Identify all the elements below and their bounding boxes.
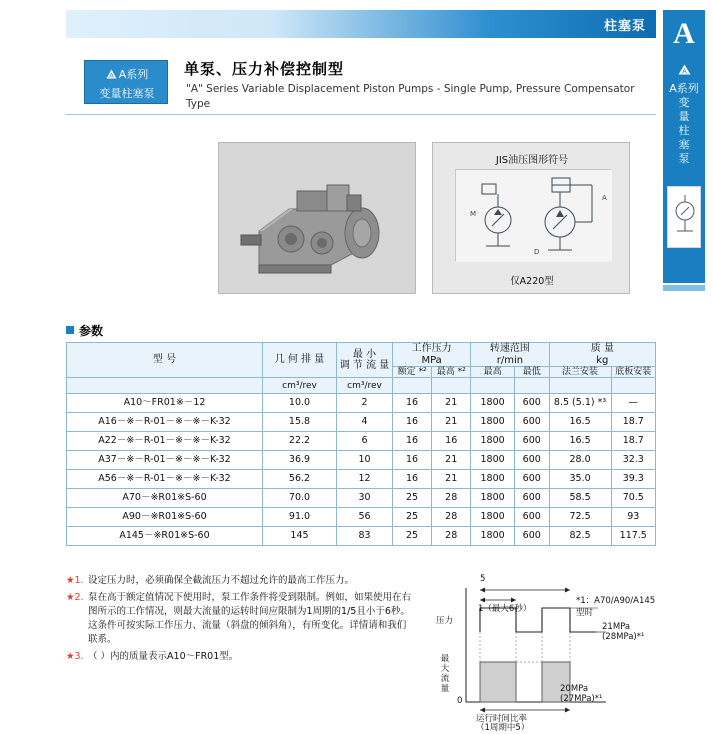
cell-model: A70－※R01※S-60: [67, 489, 263, 508]
cell-flange-mass: 16.5: [549, 413, 611, 432]
graph-bottom-label-1: 运行时间比率: [476, 714, 528, 724]
th-model: 型 号: [67, 343, 263, 378]
table-row: [67, 527, 656, 546]
th-unit-blank-6: [611, 378, 655, 394]
cell-max-pressure: 28: [432, 527, 471, 546]
cell-rated-pressure: 16: [393, 432, 432, 451]
cell-displacement: 70.0: [263, 489, 337, 508]
cell-flange-mass: 82.5: [549, 527, 611, 546]
cell-model: A22－※－R-01－※－※－K-32: [67, 432, 263, 451]
cell-min-speed: 600: [514, 413, 549, 432]
cell-max-pressure: 28: [432, 508, 471, 527]
graph-y-flow-label: [438, 654, 452, 694]
cell-max-pressure: 21: [432, 470, 471, 489]
jis-symbol-caption: JIS油压图形符号: [495, 155, 569, 166]
graph-y-flow-label-3: 量: [440, 684, 450, 694]
th-pressure-label: 工作压力: [411, 343, 452, 354]
cell-flange-mass: 8.5 (5.1) *³: [549, 394, 611, 413]
graph-right-label-2-line1: 20MPa: [560, 684, 589, 694]
table-row: [67, 394, 656, 413]
square-bullet-icon: [66, 326, 74, 334]
series-badge-text-1: A系列: [118, 68, 149, 81]
cell-flange-mass: 28.0: [549, 451, 611, 470]
footnote-2: [66, 591, 411, 647]
graph-right-label-2-line2: (27MPa)*¹: [560, 694, 603, 704]
th-max-speed: 最高: [471, 367, 515, 378]
table-row: [67, 489, 656, 508]
side-tab-line-3: 柱: [678, 124, 690, 137]
page-title: 单泵、压力补偿控制型: [184, 60, 345, 78]
warning-triangle-icon: [663, 64, 705, 78]
cell-model: A145－※R01※S-60: [67, 527, 263, 546]
table-row: [67, 413, 656, 432]
side-tab-footer-strip: [663, 285, 705, 291]
cell-model: A37－※－R-01－※－※－K-32: [67, 451, 263, 470]
section-letter-badge: A: [663, 10, 705, 58]
jis-symbol-figure: [432, 142, 630, 294]
th-pressure: [393, 343, 471, 367]
warning-triangle-icon-badge: [106, 69, 117, 79]
table-row: [67, 470, 656, 489]
graph-cycle-label: 5: [480, 574, 486, 584]
svg-text:A: A: [602, 194, 607, 202]
cell-max-speed: 1800: [471, 451, 515, 470]
cell-max-speed: 1800: [471, 413, 515, 432]
footnote-1: [66, 574, 411, 588]
th-unit-blank-5: [549, 378, 611, 394]
cell-max-pressure: 21: [432, 413, 471, 432]
footnotes: [66, 574, 411, 667]
side-tab-line-1: 变: [678, 96, 690, 109]
series-badge: [84, 60, 168, 104]
jis-symbol-note: 仅A220型: [510, 276, 554, 287]
series-badge-line-1: [85, 66, 169, 82]
graph-zero-label: 0: [457, 696, 463, 706]
th-speed-unit: r/min: [496, 354, 524, 366]
cell-rated-pressure: 25: [393, 527, 432, 546]
th-speed-label: 转速范围: [489, 343, 530, 354]
cell-foot-mass: 39.3: [611, 470, 655, 489]
graph-cycle-sublabel: 1（最大6秒）: [478, 604, 532, 614]
side-tab: [663, 58, 705, 283]
footnote-2-marker: ★2.: [66, 592, 84, 603]
graph-y-pressure-label: 压力: [436, 616, 454, 626]
cell-model: A16－※－R-01－※－※－K-32: [67, 413, 263, 432]
cell-displacement: 56.2: [263, 470, 337, 489]
cell-max-pressure: 28: [432, 489, 471, 508]
footnote-3-marker: ★3.: [66, 651, 84, 662]
cell-rated-pressure: 16: [393, 394, 432, 413]
side-tab-line-5: 泵: [678, 152, 690, 165]
graph-y-flow-label-2: 流: [440, 674, 450, 684]
th-max-pressure: 最高 *²: [432, 367, 471, 378]
th-displacement-unit: cm³/rev: [263, 378, 337, 394]
cell-model: A10～FR01※－12: [67, 394, 263, 413]
page-subtitle: "A" Series Variable Displacement Piston Pumps - Single Pump, Pressure Compensator Type: [186, 83, 635, 110]
th-min-flow-line1: 最 小: [352, 348, 377, 360]
table-head: [67, 343, 656, 394]
graph-right-label-1-line2: (28MPa)*¹: [602, 632, 645, 642]
cell-max-pressure: 21: [432, 451, 471, 470]
svg-text:A: A: [109, 71, 114, 79]
graph-y-flow-label-0: 最: [440, 654, 450, 664]
cell-max-speed: 1800: [471, 394, 515, 413]
table-body: [67, 394, 656, 546]
cell-max-pressure: 16: [432, 432, 471, 451]
th-min-flow: [337, 343, 393, 378]
th-unit-blank-2: [432, 378, 471, 394]
cell-min-flow: 6: [337, 432, 393, 451]
cell-foot-mass: 70.5: [611, 489, 655, 508]
svg-text:M: M: [470, 210, 477, 218]
cell-rated-pressure: 25: [393, 489, 432, 508]
cell-max-speed: 1800: [471, 489, 515, 508]
footnote-1-marker: ★1.: [66, 575, 84, 586]
pump-photo: [218, 142, 416, 294]
th-unit-blank-4: [514, 378, 549, 394]
cell-min-flow: 12: [337, 470, 393, 489]
th-unit-blank-3: [471, 378, 515, 394]
th-flange-mount: 法兰安装: [549, 367, 611, 378]
footnote-1-text: 设定压力时，必须确保全截流压力不超过允许的最高工作压力。: [88, 575, 355, 586]
side-tab-symbol-thumbnail: [667, 186, 701, 248]
side-tab-line-0: A系列: [669, 82, 699, 95]
duty-cycle-graph: [420, 574, 656, 733]
th-rated-pressure: 额定 *²: [393, 367, 432, 378]
graph-right-label-2: [560, 684, 602, 704]
header-divider: [66, 114, 656, 115]
table-header-row-units: [67, 378, 656, 394]
cell-flange-mass: 72.5: [549, 508, 611, 527]
cell-min-speed: 600: [514, 451, 549, 470]
svg-text:A: A: [681, 67, 687, 75]
graph-bottom-label-2: （1周期中5）: [476, 723, 530, 733]
cell-foot-mass: 18.7: [611, 413, 655, 432]
table-header-row-1: [67, 343, 656, 367]
th-unit-blank-1: [393, 378, 432, 394]
svg-text:D: D: [534, 248, 540, 256]
cell-max-pressure: 21: [432, 394, 471, 413]
cell-max-speed: 1800: [471, 508, 515, 527]
cell-max-speed: 1800: [471, 432, 515, 451]
footnote-3-text: （ ）内的质量表示A10～FR01型。: [88, 651, 239, 662]
graph-y-flow-label-1: 大: [440, 664, 450, 674]
cell-flange-mass: 35.0: [549, 470, 611, 489]
graph-right-label-1-line1: 21MPa: [602, 622, 631, 632]
th-speed: [471, 343, 549, 367]
cell-max-speed: 1800: [471, 470, 515, 489]
cell-rated-pressure: 16: [393, 451, 432, 470]
cell-foot-mass: —: [611, 394, 655, 413]
footnote-2-text: 泵在高于额定值情况下使用时，泵工作条件将受到限制。例如，如果使用在右图所示的工作情况，则最大流量的运转时间应限制为1周期的1/5且小于6秒。这条件可按实际工作压力、流量（斜盘的倾斜角），有所变化。详情请和我们联系。: [88, 592, 412, 645]
cell-rated-pressure: 25: [393, 508, 432, 527]
cell-displacement: 15.8: [263, 413, 337, 432]
table-row: [67, 432, 656, 451]
cell-min-speed: 600: [514, 470, 549, 489]
graph-top-note: *1：A70/A90/A145 型时: [576, 596, 656, 618]
side-tab-line-4: 塞: [678, 138, 690, 151]
cell-min-speed: 600: [514, 527, 549, 546]
cell-min-flow: 30: [337, 489, 393, 508]
th-min-flow-line2: 调 节 流 量: [339, 360, 390, 372]
cell-foot-mass: 93: [611, 508, 655, 527]
page-top-bar: [66, 10, 656, 38]
series-badge-line-2: 变量柱塞泵: [99, 87, 155, 100]
parameters-table: [66, 342, 656, 546]
cell-min-speed: 600: [514, 432, 549, 451]
cell-foot-mass: 117.5: [611, 527, 655, 546]
cell-min-speed: 600: [514, 394, 549, 413]
cell-min-flow: 4: [337, 413, 393, 432]
cell-min-speed: 600: [514, 508, 549, 527]
cell-rated-pressure: 16: [393, 470, 432, 489]
graph-right-label-1: [602, 622, 644, 642]
cell-min-flow: 83: [337, 527, 393, 546]
table-row: [67, 451, 656, 470]
params-section-label: 参数: [79, 324, 104, 338]
cell-rated-pressure: 16: [393, 413, 432, 432]
cell-max-speed: 1800: [471, 527, 515, 546]
th-mass-label: 质 量: [590, 343, 614, 354]
cell-min-speed: 600: [514, 489, 549, 508]
top-bar-title: 柱塞泵: [603, 19, 646, 34]
th-displacement: 几 何 排 量: [263, 343, 337, 378]
th-min-speed: 最低: [514, 367, 549, 378]
cell-model: A90－※R01※S-60: [67, 508, 263, 527]
cell-model: A56－※－R-01－※－※－K-32: [67, 470, 263, 489]
th-mass: [549, 343, 655, 367]
cell-displacement: 91.0: [263, 508, 337, 527]
th-model-unit-blank: [67, 378, 263, 394]
cell-displacement: 10.0: [263, 394, 337, 413]
jis-symbol-drawing: [455, 169, 611, 261]
th-pressure-unit: MPa: [421, 354, 442, 366]
cell-displacement: 22.2: [263, 432, 337, 451]
side-tab-label: [663, 82, 705, 166]
cell-min-flow: 2: [337, 394, 393, 413]
footnote-3: [66, 650, 411, 664]
side-tab-line-2: 量: [678, 110, 690, 123]
th-foot-mount: 底板安装: [611, 367, 655, 378]
cell-flange-mass: 58.5: [549, 489, 611, 508]
cell-displacement: 36.9: [263, 451, 337, 470]
th-min-flow-unit: cm³/rev: [337, 378, 393, 394]
cell-min-flow: 10: [337, 451, 393, 470]
cell-flange-mass: 16.5: [549, 432, 611, 451]
table-row: [67, 508, 656, 527]
cell-min-flow: 56: [337, 508, 393, 527]
params-section-title: [66, 322, 103, 339]
cell-displacement: 145: [263, 527, 337, 546]
th-mass-unit: kg: [596, 354, 609, 366]
cell-foot-mass: 32.3: [611, 451, 655, 470]
cell-foot-mass: 18.7: [611, 432, 655, 451]
